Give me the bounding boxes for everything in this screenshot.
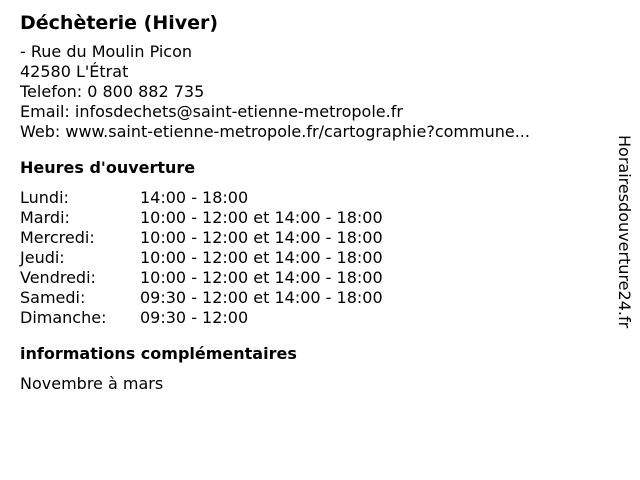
site-brand-vertical: Horairesdouverture24.fr [615, 135, 634, 329]
time-range: 10:00 - 12:00 et 14:00 - 18:00 [140, 268, 383, 287]
hours-row-mardi [20, 208, 600, 228]
time-range: 10:00 - 12:00 et 14:00 - 18:00 [140, 208, 383, 227]
time-range: 10:00 - 12:00 et 14:00 - 18:00 [140, 248, 383, 267]
city-line: 42580 L'Étrat [20, 62, 129, 81]
time-range: 10:00 - 12:00 et 14:00 - 18:00 [140, 228, 383, 247]
time-range: 14:00 - 18:00 [140, 188, 249, 207]
phone-line[interactable]: Telefon: 0 800 882 735 [20, 82, 205, 101]
hours-heading: Heures d'ouverture [20, 158, 196, 177]
web-line[interactable]: Web: www.saint-etienne-metropole.fr/cartographie?commune... [20, 122, 530, 141]
page-title: Déchèterie (Hiver) [20, 12, 219, 34]
day-label: Jeudi: [20, 248, 65, 267]
hours-row-dimanche [20, 308, 600, 328]
day-label: Samedi: [20, 288, 86, 307]
info-heading: informations complémentaires [20, 344, 297, 363]
hours-row-mercredi [20, 228, 600, 248]
hours-row-lundi [20, 188, 600, 208]
day-label: Mercredi: [20, 228, 95, 247]
day-label: Vendredi: [20, 268, 96, 287]
location-card [20, 10, 600, 394]
day-label: Mardi: [20, 208, 70, 227]
time-range: 09:30 - 12:00 [140, 308, 249, 327]
info-text: Novembre à mars [20, 374, 164, 393]
hours-table [20, 188, 600, 328]
time-range: 09:30 - 12:00 et 14:00 - 18:00 [140, 288, 383, 307]
day-label: Lundi: [20, 188, 69, 207]
hours-row-samedi [20, 288, 600, 308]
email-line[interactable]: Email: infosdechets@saint-etienne-metropole.fr [20, 102, 403, 121]
street-address: - Rue du Moulin Picon [20, 42, 193, 61]
day-label: Dimanche: [20, 308, 107, 327]
hours-row-jeudi [20, 248, 600, 268]
hours-row-vendredi [20, 268, 600, 288]
address-block [20, 42, 600, 142]
